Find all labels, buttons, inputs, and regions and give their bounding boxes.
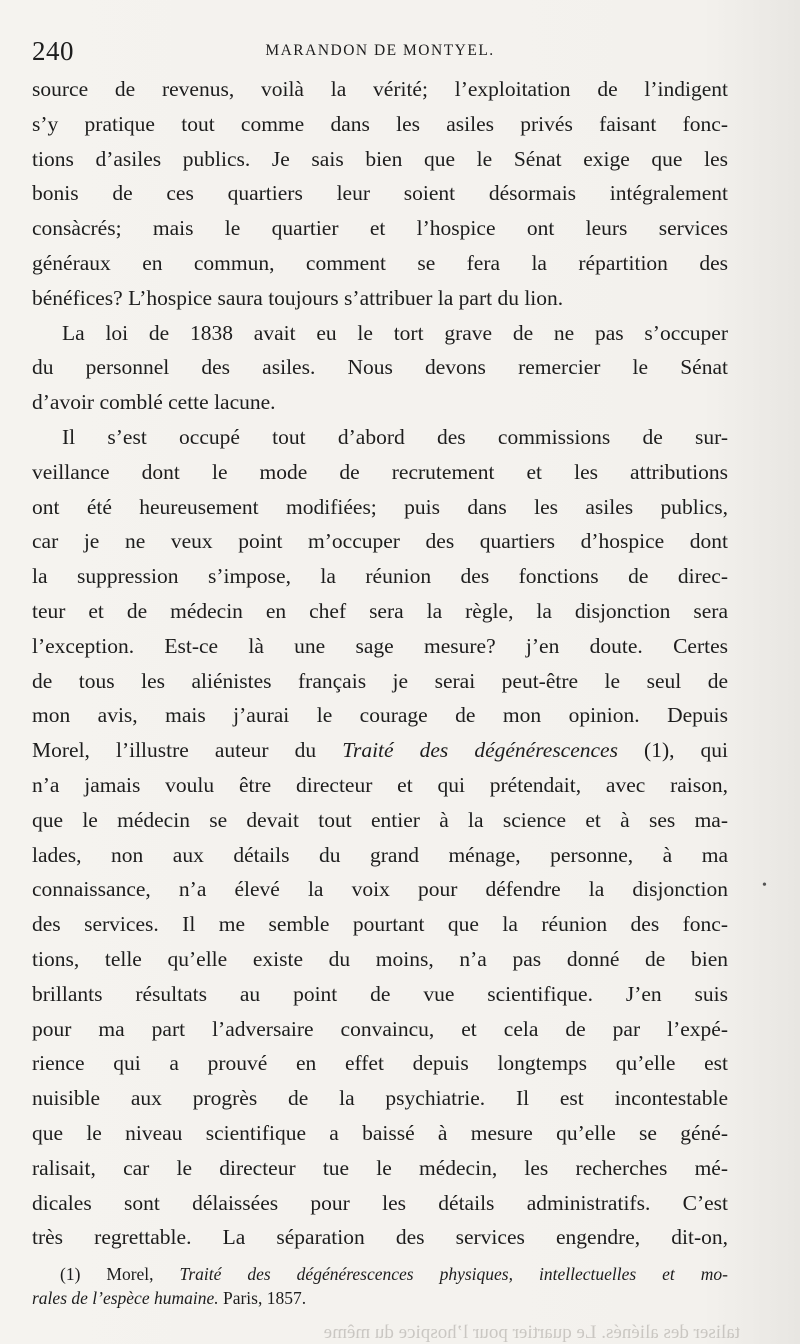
text-line: que le niveau scientifique a baissé à mesure qu’elle se géné- [32, 1120, 728, 1145]
page-number: 240 [32, 36, 74, 66]
footnotes [32, 1262, 728, 1310]
body-text [32, 72, 728, 1255]
text-line: que le médecin se devait tout entier à la science et à ses ma- [32, 807, 728, 832]
text-line: d’avoir comblé cette lacune. [32, 390, 276, 415]
text-line: veillance dont le mode de recrutement et les attributions [32, 459, 728, 484]
page-header [32, 36, 728, 66]
text-line: l’exception. Est-ce là une sage mesure? j’en doute. Certes [32, 633, 728, 658]
footnote-line: (1) Morel, Traité des dégénérescences physiques, intellectuelles et mo- [60, 1264, 728, 1284]
text-line: Morel, l’illustre auteur du Traité des dégénérescences (1), qui [32, 738, 728, 763]
text-line: rience qui a prouvé en effet depuis longtemps qu’elle est [32, 1051, 728, 1076]
text-line: connaissance, n’a élevé la voix pour défendre la disjonction [32, 877, 728, 902]
text-line: ralisait, car le directeur tue le médecin, les recherches mé- [32, 1155, 728, 1180]
italic-title: rales de l’espèce humaine. [32, 1288, 219, 1308]
running-head: MARANDON DE MONTYEL. [265, 42, 495, 59]
italic-title: Traité des dégénérescences [342, 738, 618, 763]
text-line: des services. Il me semble pourtant que la réunion des fonc- [32, 912, 728, 937]
text-line: Il s’est occupé tout d’abord des commissions de sur- [62, 424, 728, 449]
text-line: très regrettable. La séparation des services engendre, dit-on, [32, 1225, 728, 1250]
text-line: dicales sont délaissées pour les détails administratifs. C’est [32, 1190, 728, 1215]
text-line: généraux en commun, comment se fera la répartition des [32, 250, 728, 275]
text-line: de tous les aliénistes français je serai peut-être le seul de [32, 668, 728, 693]
italic-title: Traité des dégénérescences physiques, intellectuelles et mo- [179, 1264, 728, 1284]
text-line: nuisible aux progrès de la psychiatrie. Il est incontestable [32, 1086, 728, 1111]
text-line: source de revenus, voilà la vérité; l’exploitation de l’indigent [32, 77, 728, 101]
bleed-through-text: taliser des aliénés. Le quartier pour l’hospice du même [323, 1322, 740, 1343]
text-line: La loi de 1838 avait eu le tort grave de ne pas s’occuper [62, 320, 728, 345]
text-line: tions, telle qu’elle existe du moins, n’a pas donné de bien [32, 946, 728, 971]
text-line: tions d’asiles publics. Je sais bien que le Sénat exige que les [32, 146, 728, 171]
text-line: car je ne veux point m’occuper des quartiers d’hospice dont [32, 529, 728, 554]
text-line: mon avis, mais j’aurai le courage de mon opinion. Depuis [32, 703, 728, 728]
text-line: du personnel des asiles. Nous devons remercier le Sénat [32, 355, 728, 380]
text-line: pour ma part l’adversaire convaincu, et cela de par l’expé- [32, 1016, 728, 1041]
text-line: ont été heureusement modifiées; puis dans les asiles publics, [32, 494, 728, 519]
text-line: brillants résultats au point de vue scientifique. J’en suis [32, 981, 728, 1006]
margin-mark: • [762, 878, 767, 893]
footnote-line: rales de l’espèce humaine. Paris, 1857. [32, 1288, 307, 1308]
text-line: consàcrés; mais le quartier et l’hospice ont leurs services [32, 216, 728, 241]
text-line: s’y pratique tout comme dans les asiles privés faisant fonc- [32, 111, 728, 136]
text-line: teur et de médecin en chef sera la règle, la disjonction sera [32, 598, 728, 623]
text-line: bonis de ces quartiers leur soient désormais intégralement [32, 181, 728, 206]
text-line: la suppression s’impose, la réunion des fonctions de direc- [32, 564, 728, 589]
text-line: bénéfices? L’hospice saura toujours s’attribuer la part du lion. [32, 285, 564, 310]
text-line: lades, non aux détails du grand ménage, personne, à ma [32, 842, 728, 867]
text-line: n’a jamais voulu être directeur et qui prétendait, avec raison, [32, 772, 728, 797]
